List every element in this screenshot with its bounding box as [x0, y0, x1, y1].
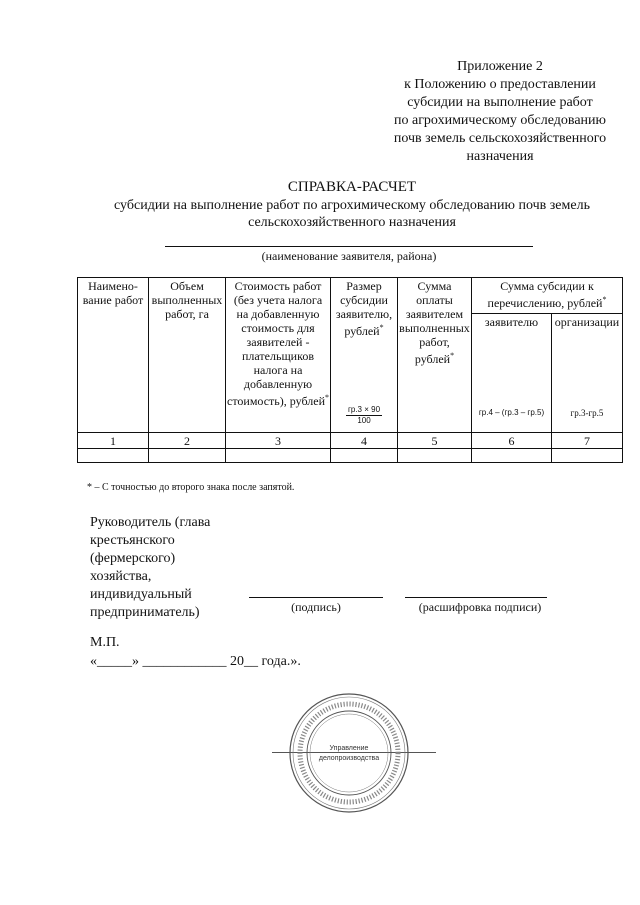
- appendix-line: Приложение 2: [457, 59, 543, 74]
- empty-cell: [398, 449, 472, 463]
- formula-col6: гр.4 – (гр.3 – гр.5): [478, 408, 545, 418]
- applicant-name-line: [165, 246, 533, 247]
- column-number: 4: [331, 433, 398, 449]
- signer-role-line: Руководитель (глава: [90, 515, 211, 530]
- appendix-line: к Положению о предоставлении: [404, 77, 596, 92]
- signature-caption: (подпись): [291, 600, 341, 614]
- formula-col4: [331, 405, 397, 426]
- appendix-line: по агрохимическому обследованию: [393, 113, 606, 128]
- appendix-line: назначения: [466, 149, 534, 164]
- empty-cell: [331, 449, 398, 463]
- signer-role: [90, 514, 250, 622]
- header-subsidy-size: [331, 278, 398, 433]
- document-subtitle: субсидии на выполнение работ по агрохимическому обследованию почв земель сельскохозяйственного назначения: [114, 198, 590, 230]
- empty-cell: [78, 449, 149, 463]
- applicant-caption: (наименование заявителя, района): [261, 249, 437, 263]
- header-work-name: [78, 278, 149, 433]
- signer-role-line: предприниматель): [90, 605, 200, 620]
- signer-role-line: крестьянского: [90, 533, 175, 548]
- header-text: Стоимость работ (без учета налога на добавленную стоимость для заявителей - плательщиков налога на добавленную стоимость), рублей: [227, 279, 325, 408]
- document-title: СПРАВКА-РАСЧЕТ: [287, 179, 417, 195]
- header-cost: [226, 278, 331, 433]
- formula-numerator: гр.3 × 90: [347, 405, 381, 415]
- column-number: 1: [78, 433, 149, 449]
- footnote-star: *: [450, 351, 455, 360]
- date-line: «_____» ____________ 20__ года.».: [90, 654, 301, 669]
- header-text: Размер субсидии заявителю, рублей: [335, 279, 393, 338]
- column-number: 2: [149, 433, 226, 449]
- appendix-line: субсидии на выполнение работ: [407, 95, 593, 110]
- stamp-place: М.П.: [90, 635, 120, 650]
- empty-cell: [149, 449, 226, 463]
- header-text: Сумма субсидии к перечислению, рублей: [487, 279, 603, 310]
- header-volume: [149, 278, 226, 433]
- signature-decode-line: [405, 597, 547, 598]
- formula-denominator: 100: [357, 416, 371, 426]
- header-to-applicant: [472, 313, 552, 432]
- header-payment: [398, 278, 472, 433]
- appendix-block: [360, 58, 640, 166]
- seal-text-1: Управление: [329, 745, 369, 752]
- column-number: 3: [226, 433, 331, 449]
- footnote-star: *: [602, 295, 607, 304]
- signature-line: [249, 597, 383, 598]
- header-text: Наимено-вание работ: [82, 279, 144, 307]
- official-seal: [288, 692, 410, 814]
- appendix-line: почв земель сельскохозяйственного: [393, 131, 607, 146]
- footnote-star: *: [379, 323, 384, 332]
- header-transfer-group: [472, 278, 623, 314]
- signature-decode-caption: (расшифровка подписи): [418, 600, 542, 614]
- signer-role-line: (фермерского): [90, 551, 176, 566]
- footnote-star: *: [325, 393, 329, 402]
- header-text: заявителю: [484, 314, 539, 329]
- header-text: организации: [554, 314, 620, 329]
- column-number: 5: [398, 433, 472, 449]
- empty-cell: [552, 449, 623, 463]
- footnote: * – С точностью до второго знака после запятой.: [87, 482, 295, 493]
- column-number: 6: [472, 433, 552, 449]
- header-text: Объем выполненных работ, га: [151, 279, 223, 321]
- header-to-organization: [552, 313, 623, 432]
- empty-cell: [472, 449, 552, 463]
- signer-role-line: хозяйства,: [90, 569, 152, 584]
- calculation-table: [77, 277, 623, 463]
- signer-role-line: индивидуальный: [90, 587, 192, 602]
- seal-text-2: делопроизводства: [318, 755, 380, 762]
- header-text: Сумма оплаты заявителем выполненных работ, рублей: [399, 279, 470, 366]
- empty-cell: [226, 449, 331, 463]
- column-number: 7: [552, 433, 623, 449]
- formula-col7: гр.3-гр.5: [570, 408, 604, 419]
